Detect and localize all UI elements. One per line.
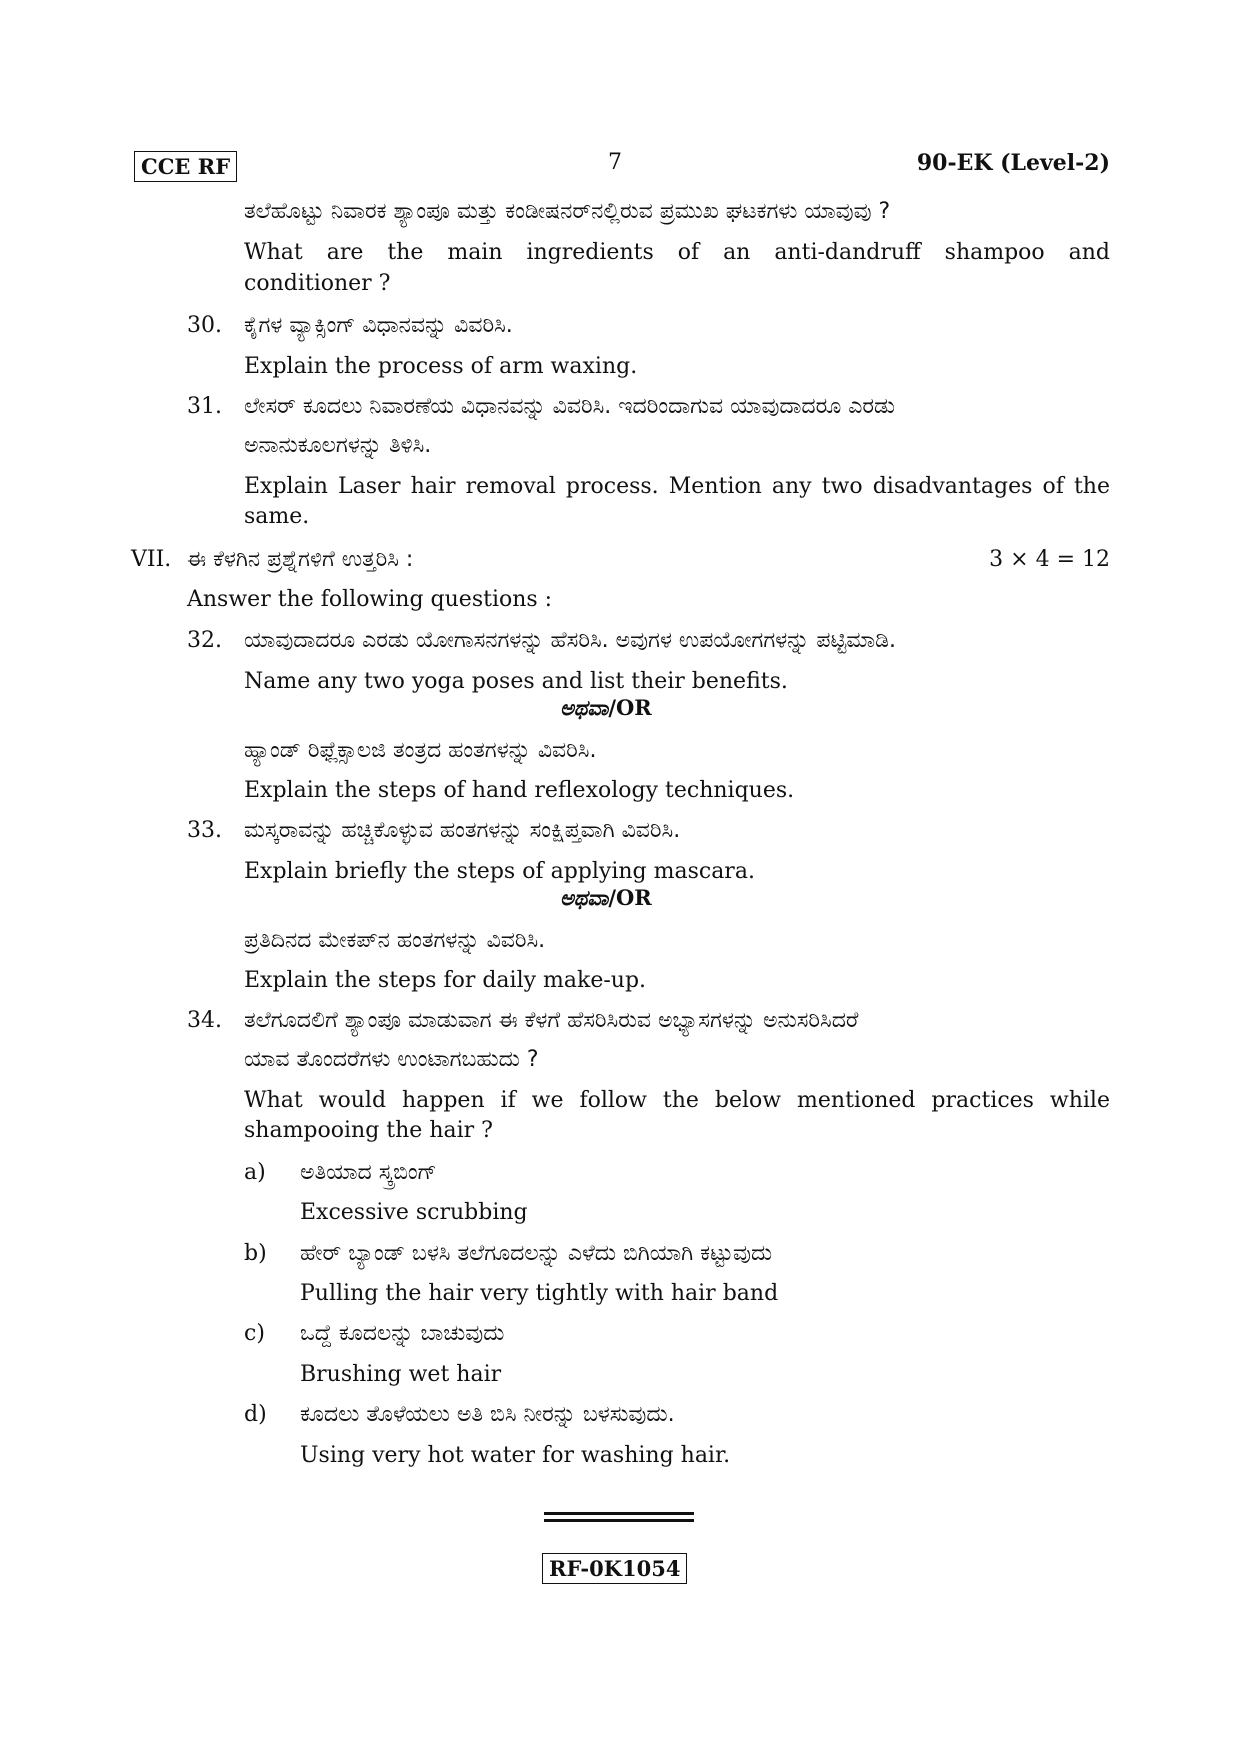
q33-alt-english: Explain the steps for daily make-up.: [244, 968, 647, 993]
q29-kannada: ತಲೆಹೊಟ್ಟು ನಿವಾರಕ ಶ್ಯಾಂಪೂ ಮತ್ತು ಕಂಡೀಷನರ್‌ನಲ್ಲಿರುವ ಪ್ರಮುಖ ಘಟಕಗಳು ಯಾವುವು ?: [244, 199, 891, 224]
q34-kannada-line1: ತಲೆಗೂದಲಿಗೆ ಶ್ಯಾಂಪೂ ಮಾಡುವಾಗ ಈ ಕೆಳಗೆ ಹೆಸರಿಸಿರುವ ಅಭ್ಯಾಸಗಳನ್ನು ಅನುಸರಿಸಿದರೆ: [244, 1008, 859, 1033]
q34-item-c-english: Brushing wet hair: [300, 1362, 502, 1387]
q34-item-b-english: Pulling the hair very tightly with hair band: [300, 1281, 779, 1306]
footer-code: RF-0K1054: [542, 1553, 687, 1584]
section-instruction-kannada: ಈ ಕೆಳಗಿನ ಪ್ರಶ್ನೆಗಳಿಗೆ ಉತ್ತರಿಸಿ :: [187, 547, 414, 572]
q31-kannada-line1: ಲೇಸರ್ ಕೂದಲು ನಿವಾರಣೆಯ ವಿಧಾನವನ್ನು ವಿವರಿಸಿ. ಇದರಿಂದಾಗುವ ಯಾವುದಾದರೂ ಎರಡು: [244, 394, 896, 419]
q32-or-divider: [560, 695, 652, 721]
q34-english-line1: What would happen if we follow the below mentioned practices while: [244, 1088, 1110, 1113]
section-marks: 3 × 4 = 12: [989, 547, 1110, 572]
q31-english-line2: same.: [244, 504, 310, 529]
q32-kannada: ಯಾವುದಾದರೂ ಎರಡು ಯೋಗಾಸನಗಳನ್ನು ಹೆಸರಿಸಿ. ಅವುಗಳ ಉಪಯೋಗಗಳನ್ನು ಪಟ್ಟಿಮಾಡಿ.: [244, 628, 896, 653]
q33-alt-kannada: ಪ್ರತಿದಿನದ ಮೇಕಪ್‌ನ ಹಂತಗಳನ್ನು ವಿವರಿಸಿ.: [244, 928, 546, 953]
q34-item-d-english: Using very hot water for washing hair.: [300, 1443, 731, 1468]
section-instruction-english: Answer the following questions :: [187, 587, 553, 612]
q30-english: Explain the process of arm waxing.: [244, 354, 638, 379]
q31-english-line1: Explain Laser hair removal process. Mention any two disadvantages of the: [244, 474, 1110, 499]
q32-english: Name any two yoga poses and list their benefits.: [244, 669, 788, 694]
q34-item-d-kannada: ಕೂದಲು ತೊಳೆಯಲು ಅತಿ ಬಿಸಿ ನೀರನ್ನು ಬಳಸುವುದು.: [300, 1402, 675, 1427]
q30-number: 30.: [187, 313, 222, 338]
q31-number: 31.: [187, 394, 222, 419]
section-number: VII.: [131, 547, 172, 572]
or-kannada: ಅಥವಾ: [560, 696, 609, 720]
or-kannada: ಅಥವಾ: [560, 886, 609, 910]
q33-number: 33.: [187, 818, 222, 843]
q34-item-b-label: b): [244, 1241, 267, 1266]
header-right-code: 90-EK (Level-2): [916, 150, 1110, 176]
q31-kannada-line2: ಅನಾನುಕೂಲಗಳನ್ನು ತಿಳಿಸಿ.: [244, 433, 432, 458]
q34-kannada-line2: ಯಾವ ತೊಂದರೆಗಳು ಉಂಟಾಗಬಹುದು ?: [244, 1047, 539, 1072]
end-rule-bottom: [544, 1519, 694, 1522]
page-number: 7: [608, 150, 622, 175]
q34-number: 34.: [187, 1008, 222, 1033]
or-english: /OR: [608, 695, 652, 720]
q29-english-line2: conditioner ?: [244, 271, 391, 296]
q34-item-a-kannada: ಅತಿಯಾದ ಸ್ಕ್ರಬಿಂಗ್: [300, 1160, 437, 1185]
header-left-code: CCE RF: [134, 151, 237, 182]
q32-alt-kannada: ಹ್ಯಾಂಡ್ ರಿಫ್ಲೆಕ್ಸಾಲಜಿ ತಂತ್ರದ ಹಂತಗಳನ್ನು ವಿವರಿಸಿ.: [244, 738, 597, 763]
q34-item-a-english: Excessive scrubbing: [300, 1200, 528, 1225]
q32-number: 32.: [187, 628, 222, 653]
q34-item-c-kannada: ಒದ್ದೆ ಕೂದಲನ್ನು ಬಾಚುವುದು: [300, 1321, 505, 1346]
q32-alt-english: Explain the steps of hand reflexology techniques.: [244, 778, 795, 803]
q33-kannada: ಮಸ್ಕರಾವನ್ನು ಹಚ್ಚಿಕೊಳ್ಳುವ ಹಂತಗಳನ್ನು ಸಂಕ್ಷಿಪ್ತವಾಗಿ ವಿವರಿಸಿ.: [244, 818, 681, 843]
q34-item-b-kannada: ಹೇರ್ ಬ್ಯಾಂಡ್ ಬಳಸಿ ತಲೆಗೂದಲನ್ನು ಎಳೆದು ಬಿಗಿಯಾಗಿ ಕಟ್ಟುವುದು: [300, 1241, 773, 1266]
q33-english: Explain briefly the steps of applying mascara.: [244, 859, 755, 884]
end-rule-top: [544, 1512, 694, 1515]
q29-english-line1: What are the main ingredients of an anti-dandruff shampoo and: [244, 240, 1110, 265]
q33-or-divider: [560, 885, 652, 911]
or-english: /OR: [608, 885, 652, 910]
q34-item-d-label: d): [244, 1402, 267, 1427]
q34-item-a-label: a): [244, 1160, 266, 1185]
q34-english-line2: shampooing the hair ?: [244, 1118, 493, 1143]
q30-kannada: ಕೈಗಳ ವ್ಯಾಕ್ಸಿಂಗ್ ವಿಧಾನವನ್ನು ವಿವರಿಸಿ.: [244, 313, 513, 338]
q34-item-c-label: c): [244, 1321, 265, 1346]
